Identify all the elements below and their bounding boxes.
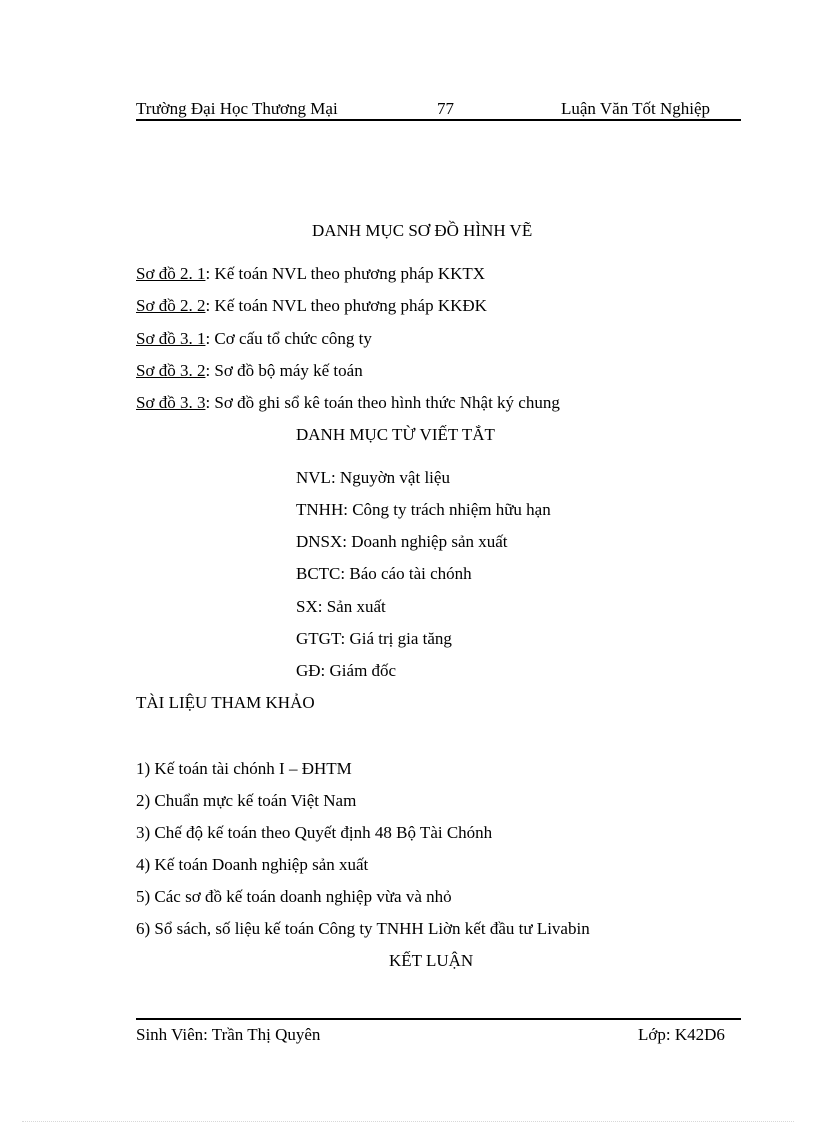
reference-item: 4) Kế toán Doanh nghiệp sản xuất [136,855,369,874]
reference-item: 1) Kế toán tài chónh I – ĐHTM [136,759,352,778]
diagram-ref: Sơ đồ 3. 3 [136,393,206,412]
diagram-item [136,393,560,413]
reference-item: 3) Chế độ kế toán theo Quyết định 48 Bộ Tài Chónh [136,823,493,842]
diagram-text: : Sơ đồ ghi sổ kê toán theo hình thức Nhật ký chung [205,393,560,412]
abbreviation-item: NVL: Nguyờn vật liệu [296,468,450,487]
diagram-item [136,361,363,381]
diagram-ref: Sơ đồ 3. 1 [136,329,206,348]
conclusion-title: KẾT LUẬN [389,951,474,970]
abbreviation-item: DNSX: Doanh nghiệp sản xuất [296,532,508,551]
header-school: Trường Đại Học Thương Mại [136,99,338,118]
header-doc-title: Luận Văn Tốt Nghiệp [561,99,711,118]
diagram-text: : Kế toán NVL theo phương pháp KKĐK [205,296,487,315]
diagram-text: : Kế toán NVL theo phương pháp KKTX [205,264,486,283]
reference-item: 6) Sổ sách, số liệu kế toán Công ty TNHH Liờn kết đầu tư Livabin [136,919,590,938]
diagram-item [136,329,372,349]
abbreviations-title: DANH MỤC TỪ VIẾT TẮT [296,425,495,444]
diagrams-title: DANH MỤC SƠ ĐỒ HÌNH VẼ [312,221,533,240]
diagram-text: : Sơ đồ bộ máy kế toán [205,361,363,380]
abbreviation-item: TNHH: Công ty trách nhiệm hữu hạn [296,500,551,519]
page-edge-dotted-line [22,1121,794,1122]
abbreviation-item: SX: Sản xuất [296,597,386,616]
footer-rule [136,1018,741,1020]
footer-student: Sinh Viên: Trần Thị Quyên [136,1025,321,1044]
header-rule [136,119,741,121]
diagram-item [136,264,485,284]
footer-class: Lớp: K42D6 [638,1025,725,1044]
diagram-ref: Sơ đồ 2. 2 [136,296,206,315]
diagram-item [136,296,487,316]
abbreviation-item: GTGT: Giá trị gia tăng [296,629,452,648]
diagram-text: : Cơ cấu tổ chức công ty [205,329,372,348]
header-page-number: 77 [437,99,454,118]
reference-item: 5) Các sơ đồ kế toán doanh nghiệp vừa và nhỏ [136,887,452,906]
diagram-ref: Sơ đồ 2. 1 [136,264,206,283]
abbreviation-item: GĐ: Giám đốc [296,661,397,680]
abbreviation-item: BCTC: Báo cáo tài chónh [296,564,472,583]
diagram-ref: Sơ đồ 3. 2 [136,361,206,380]
references-title: TÀI LIỆU THAM KHẢO [136,693,315,712]
reference-item: 2) Chuẩn mực kế toán Việt Nam [136,791,357,810]
